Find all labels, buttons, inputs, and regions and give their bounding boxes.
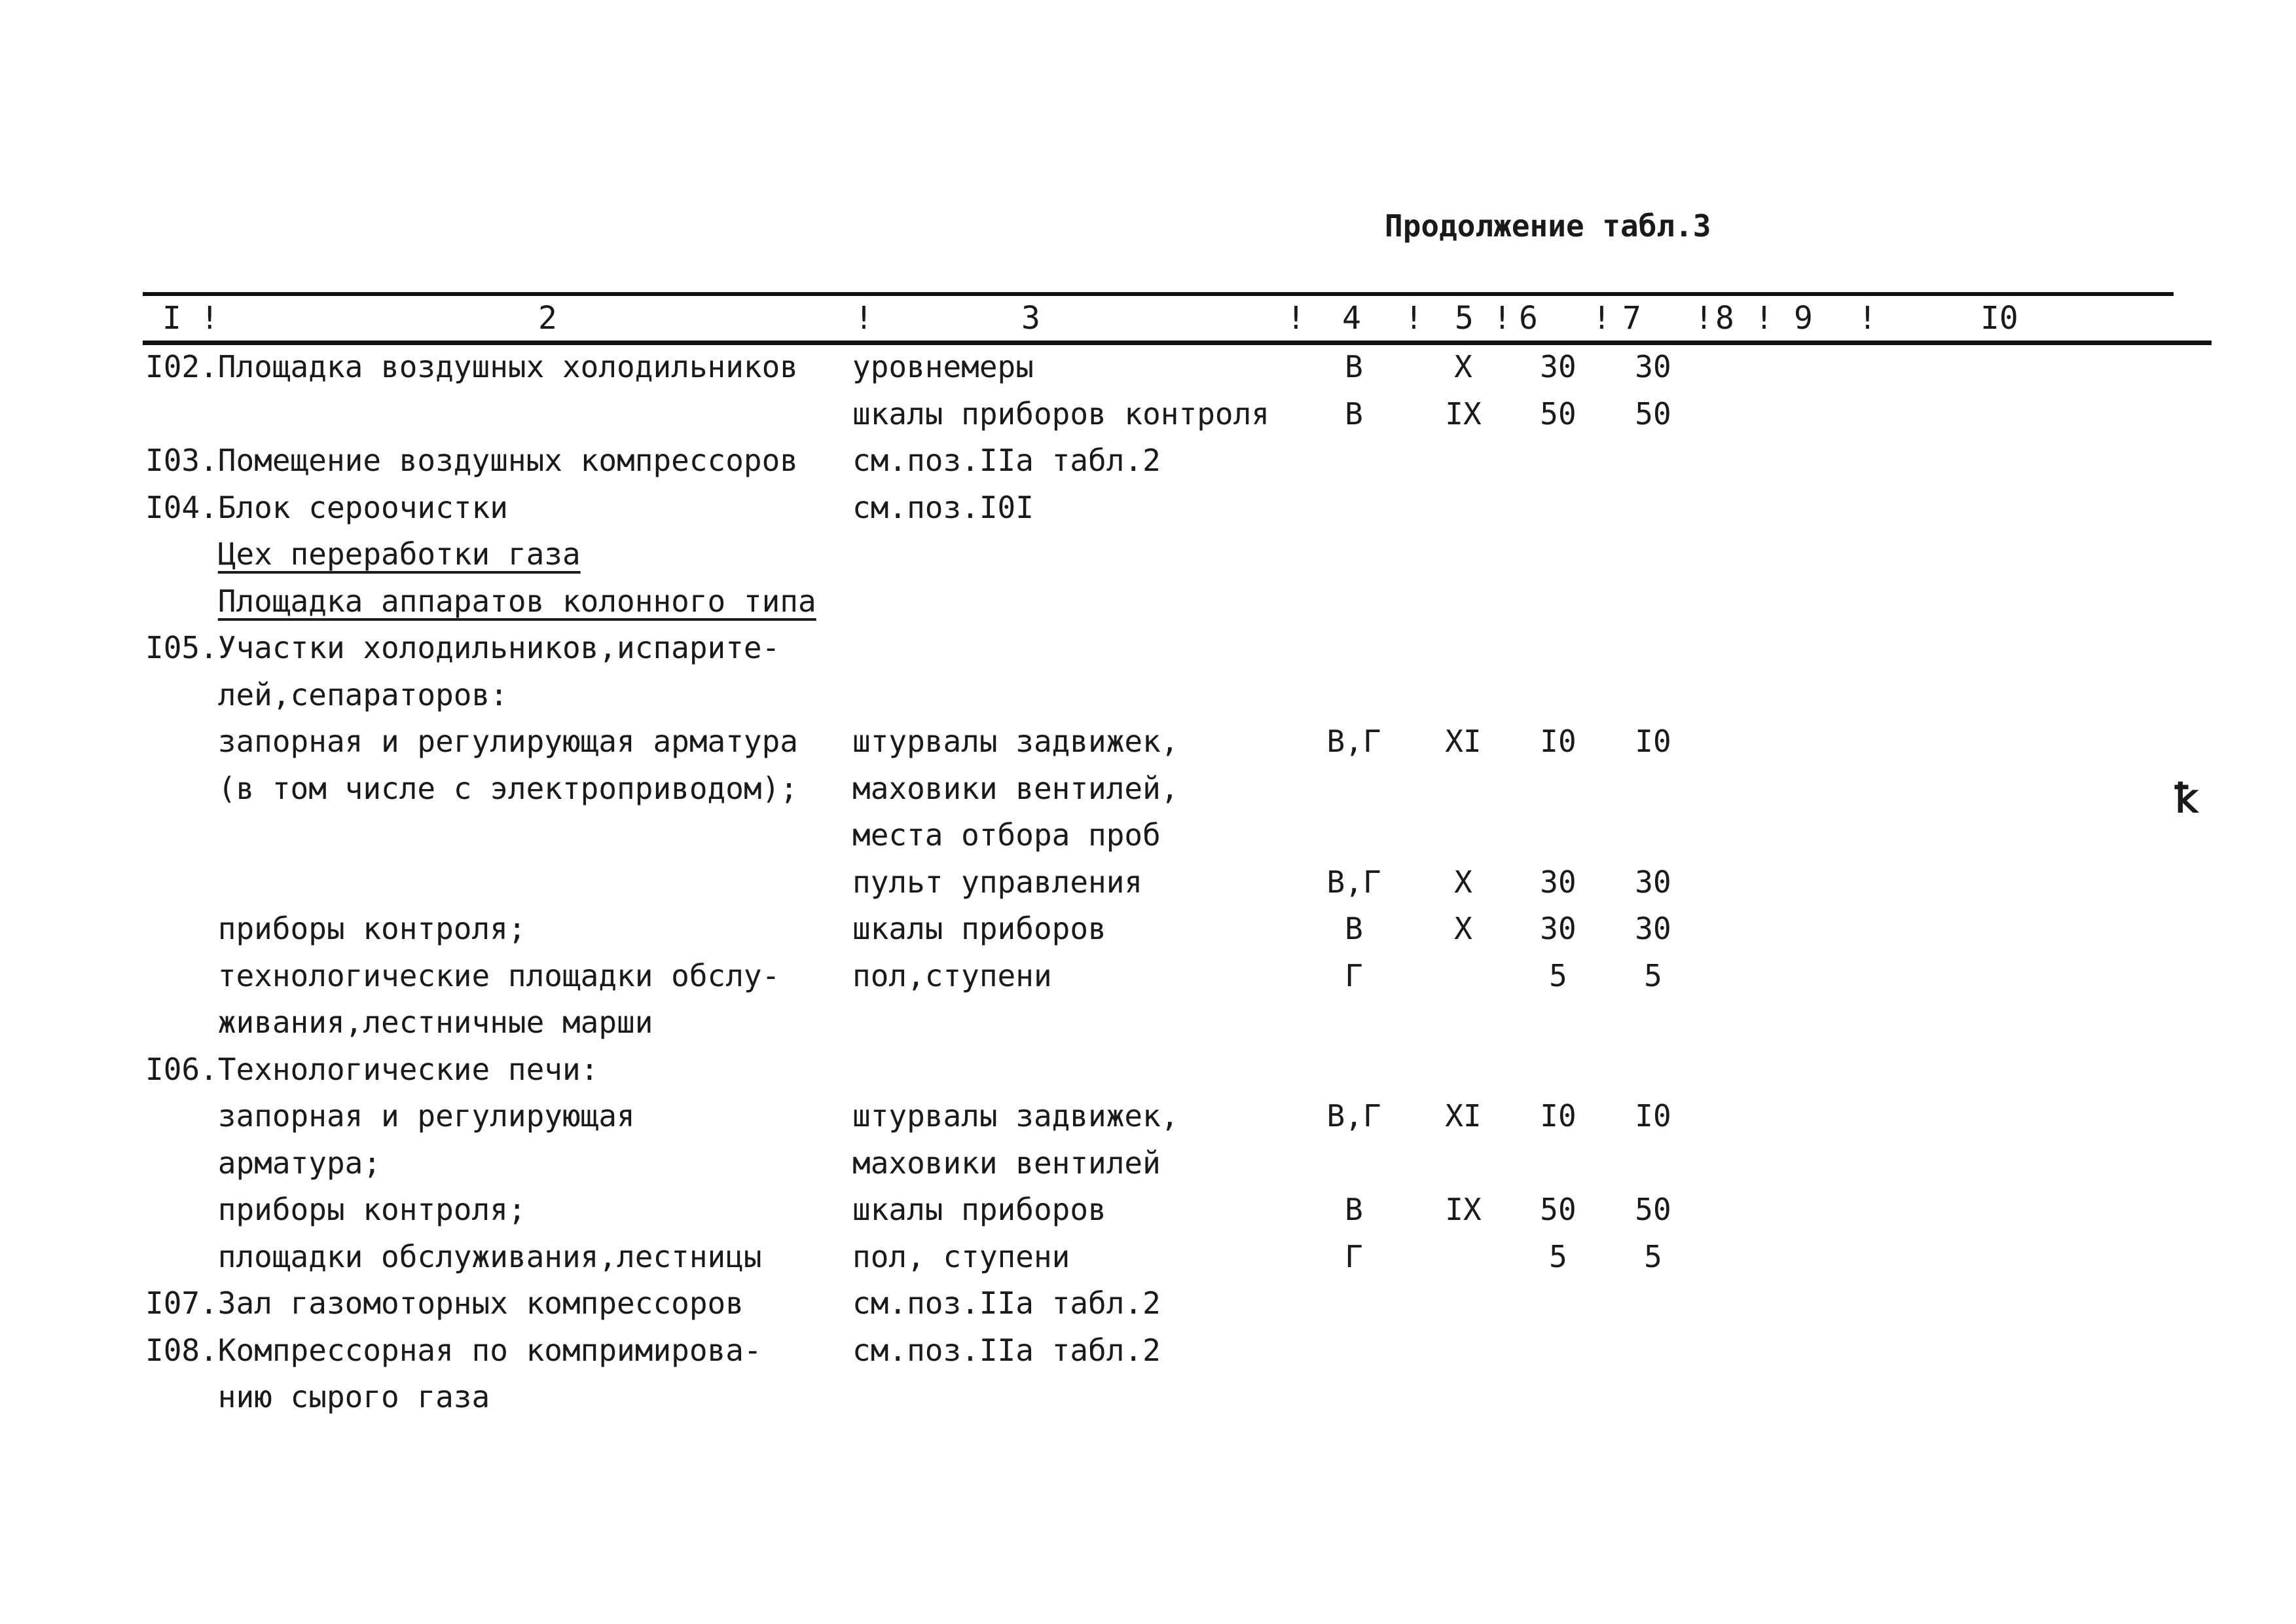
cell-col-4: В [1345, 911, 1363, 946]
cell-col-6: 50 [1540, 396, 1576, 432]
cell-col-7: 30 [1635, 349, 1671, 384]
cell-col-2: технологические площадки обслу- [145, 958, 780, 993]
cell-col-2: I02.Площадка воздушных холодильников [145, 349, 798, 384]
header-col-7: 7 [1622, 300, 1641, 337]
cell-col-5: IX [1445, 1192, 1482, 1227]
cell-col-3: маховики вентилей, [852, 771, 1179, 806]
cell-col-3: штурвалы задвижек, [852, 724, 1179, 759]
header-col-6: 6 [1519, 300, 1538, 337]
cell-col-5: X [1454, 864, 1472, 900]
cell-col-3: пол,ступени [852, 958, 1052, 993]
cell-col-3: пульт управления [852, 864, 1143, 900]
table-header-rule [143, 341, 2212, 345]
cell-col-3: см.поз.IIа табл.2 [852, 443, 1161, 478]
cell-col-5: X [1454, 911, 1472, 946]
cell-col-2: I04.Блок сероочистки [145, 490, 508, 525]
header-col-2: 2 [538, 300, 557, 337]
cell-col-5: IX [1445, 396, 1482, 432]
cell-col-7: 5 [1644, 958, 1662, 993]
cell-col-4: В,Г [1326, 1098, 1381, 1134]
cell-col-4: Г [1345, 958, 1363, 993]
cell-col-4: В [1345, 349, 1363, 384]
cell-col-2: I05.Участки холодильников,испарите- [145, 630, 780, 665]
cell-col-3: см.поз.IIа табл.2 [852, 1285, 1161, 1321]
cell-col-2: арматура; [145, 1145, 382, 1181]
header-col-1: I ! [162, 300, 219, 337]
cell-col-7: I0 [1635, 1098, 1671, 1134]
cell-col-2: живания,лестничные марши [145, 1005, 653, 1040]
header-sep-10: ! [1858, 300, 1877, 337]
cell-col-2: запорная и регулирующая арматура [145, 724, 798, 759]
cell-col-5: X [1454, 349, 1472, 384]
cell-col-4: В [1345, 1192, 1363, 1227]
cell-col-7: I0 [1635, 724, 1671, 759]
cell-col-2: приборы контроля; [145, 1192, 526, 1227]
cell-col-2: запорная и регулирующая [145, 1098, 635, 1134]
cell-col-7: 50 [1635, 1192, 1671, 1227]
cell-col-7: 30 [1635, 911, 1671, 946]
cell-col-2: I03.Помещение воздушных компрессоров [145, 443, 798, 478]
cell-col-6: 50 [1540, 1192, 1576, 1227]
cell-col-6: 5 [1549, 958, 1567, 993]
cell-col-3: шкалы приборов [852, 911, 1106, 946]
section-heading: Площадка аппаратов колонного типа [217, 583, 816, 619]
cell-col-3: места отбора проб [852, 817, 1161, 853]
cell-col-6: I0 [1540, 724, 1576, 759]
header-col-10: I0 [1980, 300, 2018, 337]
cell-col-4: В,Г [1326, 864, 1381, 900]
table-continuation-caption: Продолжение табл.3 [1385, 208, 1711, 244]
header-col-8: 8 [1715, 300, 1734, 337]
header-sep-6: ! [1493, 300, 1512, 337]
header-col-5: 5 [1455, 300, 1474, 337]
cell-col-6: 30 [1540, 911, 1576, 946]
cell-col-3: см.поз.I0I [852, 490, 1034, 525]
cell-col-4: В,Г [1326, 724, 1381, 759]
cell-col-2: нию сырого газа [145, 1379, 490, 1414]
cell-col-6: 30 [1540, 864, 1576, 900]
cell-col-3: штурвалы задвижек, [852, 1098, 1179, 1134]
header-sep-9: ! [1755, 300, 1774, 337]
cell-col-6: 5 [1549, 1239, 1567, 1274]
cell-col-6: 30 [1540, 349, 1576, 384]
cell-col-5: XI [1445, 724, 1482, 759]
header-col-4: 4 [1342, 300, 1361, 337]
cell-col-2: I08.Компрессорная по компримирова- [145, 1333, 762, 1368]
margin-mark: ꝁ [2175, 776, 2198, 822]
cell-col-5: XI [1445, 1098, 1482, 1134]
table-top-rule [143, 292, 2174, 296]
cell-col-3: уровнемеры [852, 349, 1034, 384]
cell-col-7: 5 [1644, 1239, 1662, 1274]
section-heading: Цех переработки газа [217, 536, 581, 572]
cell-col-3: пол, ступени [852, 1239, 1070, 1274]
cell-col-2: I07.Зал газомоторных компрессоров [145, 1285, 744, 1321]
cell-col-7: 50 [1635, 396, 1671, 432]
cell-col-3: см.поз.IIа табл.2 [852, 1333, 1161, 1368]
cell-col-2: лей,сепараторов: [145, 677, 508, 712]
cell-col-3: шкалы приборов контроля [852, 396, 1269, 432]
cell-col-7: 30 [1635, 864, 1671, 900]
cell-col-3: шкалы приборов [852, 1192, 1106, 1227]
header-sep-5: ! [1404, 300, 1423, 337]
cell-col-4: Г [1345, 1239, 1363, 1274]
header-sep-8: ! [1694, 300, 1713, 337]
header-sep-3: ! [854, 300, 873, 337]
cell-col-6: I0 [1540, 1098, 1576, 1134]
header-col-3: 3 [1021, 300, 1040, 337]
header-sep-7: ! [1592, 300, 1611, 337]
cell-col-2: (в том числе с электроприводом); [145, 771, 798, 806]
cell-col-2: приборы контроля; [145, 911, 526, 946]
header-sep-4: ! [1286, 300, 1305, 337]
cell-col-3: маховики вентилей [852, 1145, 1161, 1181]
cell-col-2: площадки обслуживания,лестницы [145, 1239, 762, 1274]
cell-col-2: I06.Технологические печи: [145, 1052, 599, 1087]
header-col-9: 9 [1794, 300, 1813, 337]
cell-col-4: В [1345, 396, 1363, 432]
